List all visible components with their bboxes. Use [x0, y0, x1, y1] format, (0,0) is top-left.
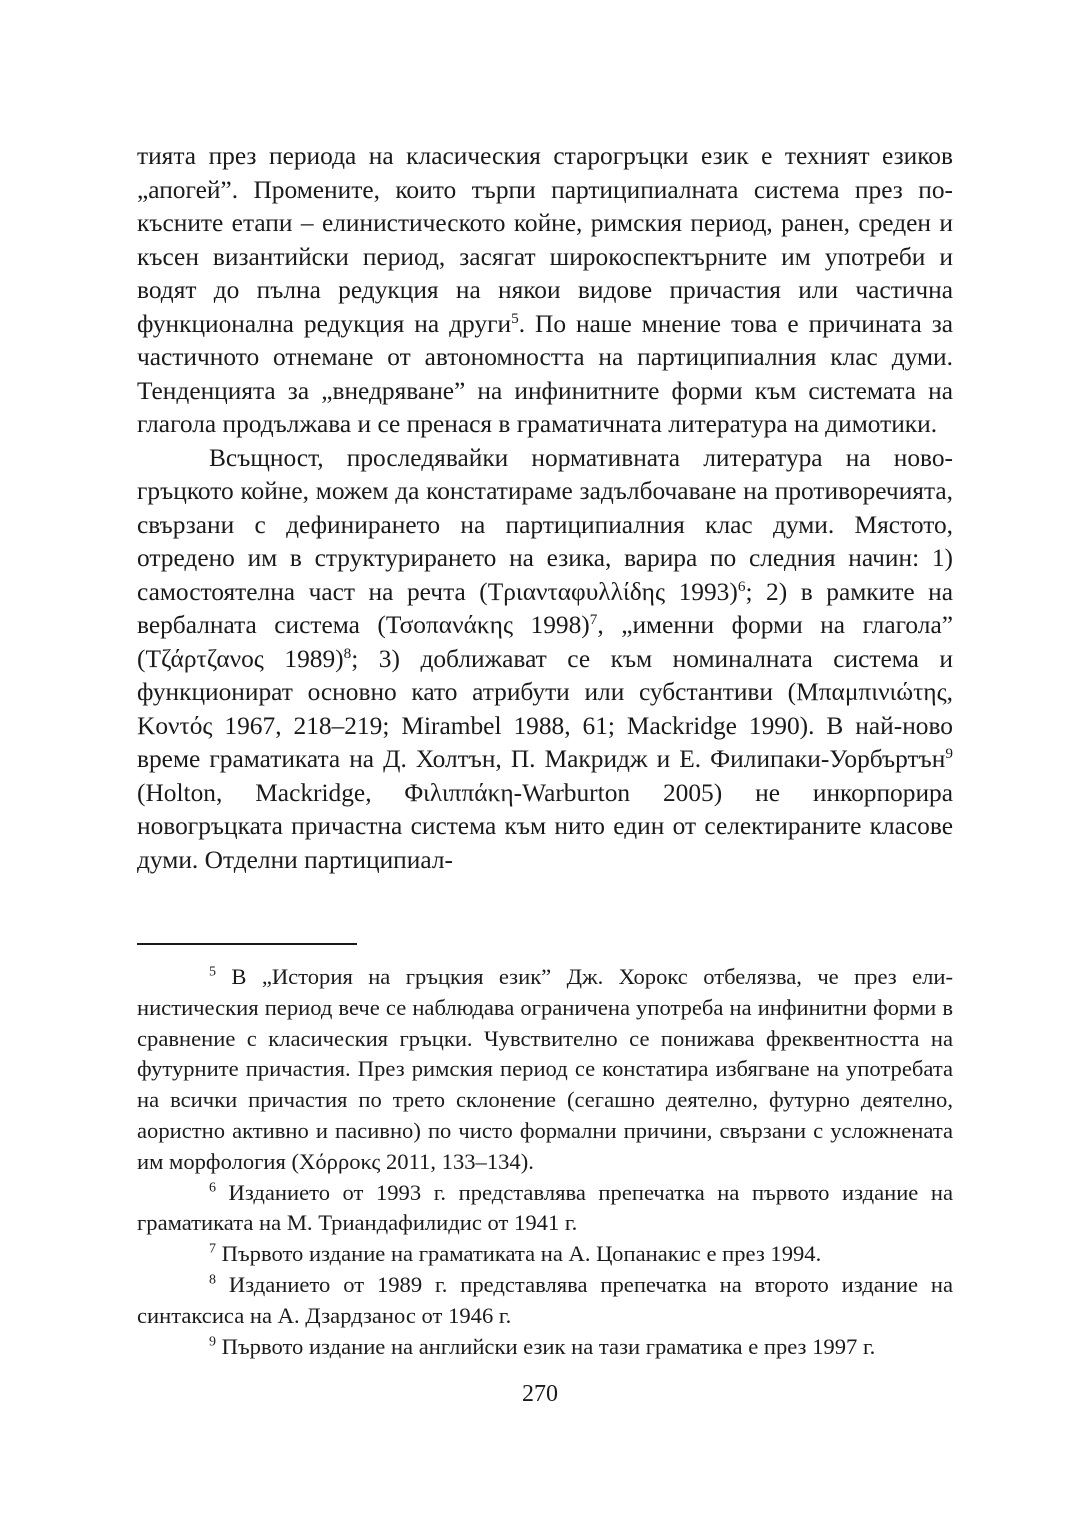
footnote-separator — [137, 943, 357, 945]
footnote-5 — [137, 962, 953, 1178]
body-paragraph-1 — [137, 140, 953, 442]
footnote-7 — [137, 1239, 953, 1270]
footnote-number: 6 — [209, 1180, 216, 1196]
footnote-ref[interactable]: 7 — [589, 610, 598, 628]
body-paragraph-2 — [137, 442, 953, 878]
text-run: , „именни форми на глагола” (Τζάρτζανος 1989) — [137, 611, 953, 673]
footnotes — [137, 962, 953, 1362]
footnote-ref[interactable]: 6 — [737, 577, 746, 595]
footnote-text: Изданието от 1989 г. представлява препечатка на второто издание на синтаксиса на А. Дзардзанос от 1946 г. — [137, 1271, 953, 1328]
footnote-ref[interactable]: 9 — [945, 744, 953, 762]
footnote-9 — [137, 1332, 953, 1363]
footnote-number: 5 — [209, 964, 216, 980]
page-number: 270 — [522, 1381, 558, 1407]
footnote-number: 9 — [209, 1334, 216, 1350]
text-run: ; 3) доближават се към номиналната система и функционират основно като атрибути или субстантиви (Μπαμπινιώτης, Κοντός 1967, 218–219; Mirambel 1988, 61; Mackridge 1990). В най-ново време граматиката на Д. Холтън, П. Макридж и Е. Филипаки-Уорбъртън — [137, 644, 953, 773]
footnote-text: Изданието от 1993 г. представлява препечатка на първото издание на граматиката на М. Триандафилидис от 1941 г. — [137, 1179, 953, 1236]
footnote-8 — [137, 1270, 953, 1332]
footnote-number: 8 — [209, 1272, 216, 1288]
footnote-text: Първото издание на граматиката на А. Цопанакис е през 1994. — [216, 1241, 822, 1267]
text-run: Всъщност, проследявайки нормативната литература на новогръцкото койне, можем да констатираме задълбочаване на противоречията, свързани с дефинирането на партиципиалния клас думи. Мястото, отредено им в структурирането на езика, варира по следния начин: 1) самостоятелна част на речта (Τριανταφυλλίδης 1993) — [137, 443, 953, 606]
footnote-text: Първото издание на английски език на тази граматика е през 1997 г. — [216, 1333, 876, 1359]
text-run: (Holton, Mackridge, Φιλιππάκη-Warburton 2005) не инкорпорира новогръцката причастна система към нито един от селектираните класове думи. Отделни партиципиал- — [137, 778, 953, 874]
footnote-ref[interactable]: 8 — [343, 644, 352, 662]
footnote-ref[interactable]: 5 — [511, 309, 519, 327]
footnote-text: В „История на гръцкия език” Дж. Хорокс отбелязва, че през елинистическия период вече се наблюдава ограничена употреба на инфинитни форми в сравнение с класическия гръцки. Чувствително се понижава фреквентността на футурните причастия. През римския период се констатира избягване на употребата на всички причастия по трето склонение (сегашно деятелно, футурно деятелно, аористно активно и пасивно) по чисто формални причини, свързани с усложнената им морфология (Χόρροκς 2011, 133–134). — [137, 964, 953, 1174]
footnote-6 — [137, 1178, 953, 1240]
main-text — [137, 140, 953, 877]
text-run: . По наше мнение това е причината за частичното отнемане от автономността на партиципиалния клас думи. Тенденцията за „внедряване” на инфинитните форми към системата на глагола продължава и се пренася в граматичната литература на димотики. — [137, 309, 954, 438]
footnote-number: 7 — [209, 1241, 216, 1257]
text-run: ; 2) в рамките на вербалната система (Τσοπανάκης 1998) — [137, 577, 953, 639]
text-run: тията през периода на класическия старогръцки език е техният езиков „апогей”. Промените, които търпи партиципиалната система през по-късните етапи – елинистическото койне, римския период, ранен, среден и късен византийски период, засягат широкоспектърните им употреби и водят до пълна редукция на някои видове причастия или частична функционална редукция на други — [137, 142, 953, 338]
